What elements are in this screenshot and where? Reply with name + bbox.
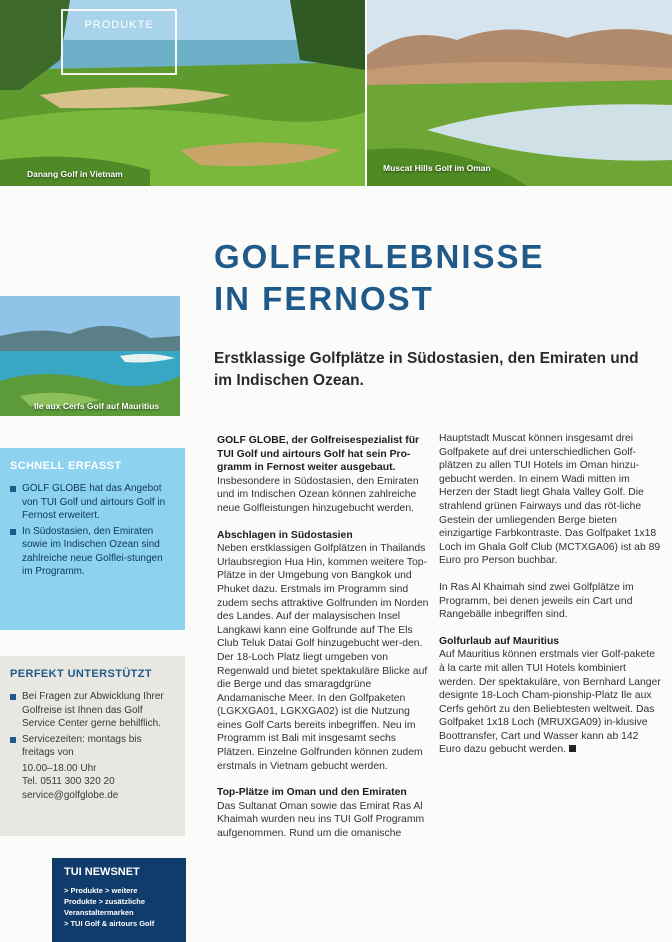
article-column-right — [439, 432, 661, 770]
section-text-mauritius: Auf Mauritius können erstmals vier Golf-pakete à la carte mit allen TUI Hotels kombiniert werden. Der spektakuläre, von Bernhard Langer designte 18-Loch Cham-pionship-Platz Ile aux Cerfs gehört zu den Beliebtesten weltweit. Das Golfpaket 1x18 Loch (MRUXGA09) in-klusive Boottransfer, Cart und Wasser kann ab 142 Euro dazu gebucht werden. — [439, 649, 661, 756]
paragraph-muscat: Hauptstadt Muscat können insgesamt drei Golfpakete auf drei unterschiedlichen Golf-plätzen zu allen TUI Hotels im Oman hinzu-gebucht werden. In einem Wadi mitten im Herzen der Stadt liegt Ghala Valley Golf. Die strahlend grünen Fairways und das röt-liche Gestein der umliegenden Berge bieten einzigartige Farbkontraste. Das Golfpaket 1x18 Loch im Ghala Golf Club (MCTXGA06) ist ab 89 Euro pro Person buchbar. — [439, 433, 661, 567]
lead-bold: GOLF GLOBE, der Golfreisespezialist für TUI Golf und airtours Golf hat sein Pro-gramm in Fernost weiter ausgebaut. — [217, 435, 420, 474]
sidebox-list — [10, 690, 175, 802]
lead-text: Insbesondere in Südostasien, den Emiraten und im Indischen Ozean können zahlreiche neue Golfleistungen hinzugebucht werden. — [217, 475, 419, 514]
section-heading-mauritius: Golfurlaub auf Mauritius — [439, 635, 560, 647]
title-line-2: IN FERNOST — [214, 280, 434, 317]
list-item: In Südostasien, den Emiraten sowie im Indischen Ozean sind zahlreiche neue Golflei-stungen im Programm. — [10, 525, 175, 579]
sidebox-perfekt-unterstuetzt — [0, 656, 185, 836]
photo-muscat-golf — [367, 0, 672, 186]
newsnet-link[interactable]: > Produkte > weitere — [64, 886, 138, 895]
end-mark-icon — [569, 745, 576, 752]
section-heading-oman: Top-Plätze im Oman und den Emiraten — [217, 787, 407, 799]
service-phone[interactable]: Tel. 0511 300 320 20 — [22, 776, 115, 787]
service-hours: 10.00–18.00 Uhr — [22, 762, 97, 774]
title-line-1: GOLFERLEBNISSE — [214, 238, 545, 275]
sidebox-heading: SCHNELL ERFASST — [10, 460, 122, 472]
section-label-box — [61, 9, 177, 75]
photo-caption-mauritius: Ile aux Cerfs Golf auf Mauritius — [34, 401, 160, 411]
sidebox-heading: PERFEKT UNTERSTÜTZT — [10, 668, 153, 680]
article-subtitle: Erstklassige Golfplätze in Südostasien, den Emiraten und im Indischen Ozean. — [214, 350, 639, 389]
sidebox-schnell-erfasst — [0, 448, 185, 630]
list-item: GOLF GLOBE hat das Angebot von TUI Golf und airtours Golf in Fernost erweitert. — [10, 482, 175, 523]
section-heading-suedostasien: Abschlagen in Südostasien — [217, 529, 353, 541]
photo-mauritius-golf — [0, 296, 180, 416]
sidebox-heading: TUI NEWSNET — [64, 866, 140, 878]
section-mauritius — [439, 648, 661, 757]
newsnet-link[interactable]: Produkte > zusätzliche — [64, 897, 146, 906]
section-label: PRODUKTE — [84, 19, 154, 31]
photo-danang-golf — [0, 0, 365, 186]
list-item: Bei Fragen zur Abwicklung Ihrer Golfreise ist Ihnen das Golf Service Center gerne behilflich. — [10, 690, 175, 731]
photo-caption-danang: Danang Golf in Vietnam — [27, 169, 123, 179]
sidebox-list — [10, 482, 175, 581]
newsnet-link[interactable]: Veranstaltermarken — [64, 908, 134, 917]
article-lead — [217, 434, 429, 516]
photo-caption-muscat: Muscat Hills Golf im Oman — [383, 163, 491, 173]
article-column-left — [217, 434, 429, 854]
sidebox-tui-newsnet — [52, 858, 186, 942]
service-hours-label: Servicezeiten: montags bis freitags von — [22, 733, 142, 758]
section-text-suedostasien: Neben erstklassigen Golfplätzen in Thailands Urlaubsregion Hua Hin, kommen weitere Top-Plätze in der Umgebung von Bangkok und Phuket dazu. Erstmals im Programm sind zudem sechs attraktive Golfrunden im Norden des Landes. Auf der malaysischen Insel Langkawi kann eine Golfrunde auf The Els Club Teluk Datai Golf hinzugebucht wer-den. Der 18-Loch Platz liegt umgeben von Regenwald und bietet spektakuläre Blicke auf die Berge und das smaragdgrüne Andamanische Meer. In den Golfpaketen (LGKXGA01, LGKXGA02) ist die Nutzung eines Golf Carts bereits inbegriffen. Neu im Programm ist Bali mit insgesamt sechs Plätzen. Einzelne Golfrunden können zudem erstmals in Vietnam gebucht werden. — [217, 543, 429, 772]
article-title — [214, 236, 634, 320]
paragraph-ras-al-khaimah: In Ras Al Khaimah sind zwei Golfplätze im Programm, bei denen jeweils ein Cart und Rangebälle inbegriffen sind. — [439, 581, 634, 621]
newsnet-link[interactable]: > TUI Golf & airtours Golf — [64, 919, 155, 928]
section-text-oman: Das Sultanat Oman sowie das Emirat Ras Al Khaimah wurden neu ins TUI Golf Programm aufgenommen. Rund um die omanische — [217, 800, 425, 840]
list-item — [10, 733, 175, 760]
service-email[interactable]: service@golfglobe.de — [22, 789, 119, 801]
